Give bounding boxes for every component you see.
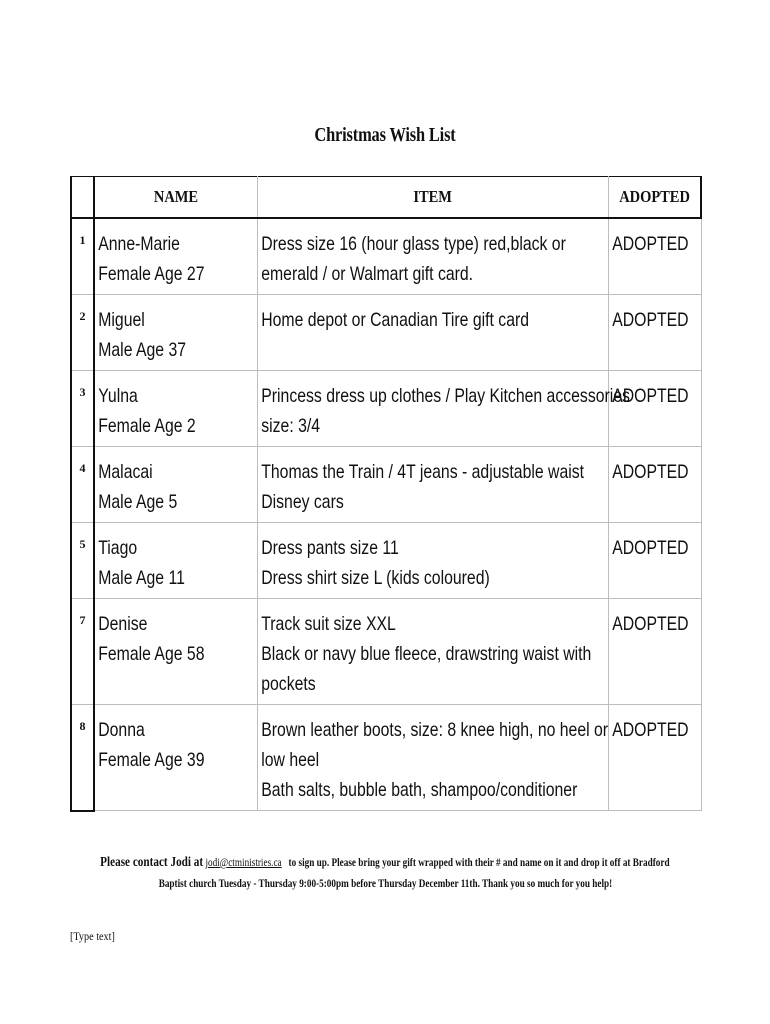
- wish-item-cell: [257, 447, 608, 523]
- adopted-status: ADOPTED: [611, 233, 689, 255]
- wish-item-line: Bath salts, bubble bath, shampoo/conditioner: [260, 779, 577, 801]
- recipient-name-line: Yulna: [98, 385, 138, 407]
- adopted-header-label: ADOPTED: [618, 187, 690, 206]
- table-row: [71, 523, 701, 599]
- table-row: [71, 218, 701, 295]
- recipient-name-line: Miguel: [98, 309, 145, 331]
- recipient-name-cell: [94, 371, 257, 447]
- recipient-name-line: Male Age 37: [98, 339, 187, 361]
- type-text-placeholder: [Type text]: [70, 929, 115, 943]
- item-header-label: ITEM: [413, 187, 452, 206]
- table-row: [71, 447, 701, 523]
- wish-item-cell: [257, 218, 608, 295]
- name-header-label: NAME: [153, 187, 198, 206]
- wish-item-line: low heel: [260, 749, 319, 771]
- recipient-name-line: Male Age 11: [98, 567, 185, 589]
- recipient-name-line: Female Age 27: [98, 263, 205, 285]
- recipient-name-line: Donna: [98, 719, 145, 741]
- contact-line1: to sign up. Please bring your gift wrapped with their # and name on it and drop it off at Bradford: [288, 857, 670, 869]
- table-row: [71, 295, 701, 371]
- wish-item-cell: [257, 371, 630, 447]
- recipient-name-line: Denise: [98, 613, 148, 635]
- adopted-status: ADOPTED: [611, 461, 689, 483]
- wish-item-cell: [257, 295, 608, 371]
- wish-item-line: Thomas the Train / 4T jeans - adjustable waist: [260, 461, 584, 483]
- recipient-name-line: Male Age 5: [98, 491, 178, 513]
- wish-item-line: Disney cars: [260, 491, 344, 513]
- recipient-name-line: Tiago: [98, 537, 138, 559]
- recipient-name-cell: [94, 705, 257, 811]
- contact-note: [0, 852, 770, 895]
- contact-email-link[interactable]: jodi@ctministries.ca: [205, 857, 282, 869]
- number-column-header: [71, 177, 94, 219]
- wish-list-table: [70, 176, 702, 812]
- recipient-name-line: Anne-Marie: [98, 233, 180, 255]
- recipient-name-cell: [94, 295, 257, 371]
- table-row: [71, 371, 701, 447]
- table-row: [71, 599, 701, 705]
- adopted-status: ADOPTED: [611, 309, 689, 331]
- table-header-row: [71, 177, 701, 219]
- recipient-name-line: Female Age 2: [98, 415, 196, 437]
- adopted-status-cell: [608, 705, 701, 811]
- wish-item-line: emerald / or Walmart gift card.: [260, 263, 473, 285]
- adopted-status-cell: [608, 523, 701, 599]
- wish-item-cell: [257, 705, 608, 811]
- recipient-name-line: Malacai: [98, 461, 153, 483]
- adopted-status-cell: [608, 371, 701, 447]
- contact-line2: Baptist church Tuesday - Thursday 9:00-5:00pm before Thursday December 11th. Thank you so much for you help!: [158, 878, 612, 890]
- name-column-header: [94, 177, 257, 219]
- adopted-status: ADOPTED: [611, 613, 689, 635]
- wish-item-line: Black or navy blue fleece, drawstring waist with: [260, 643, 591, 665]
- adopted-status: ADOPTED: [611, 719, 689, 741]
- row-number: 3: [71, 371, 94, 447]
- wish-item-line: Dress size 16 (hour glass type) red,black or: [260, 233, 566, 255]
- recipient-name-cell: [94, 599, 257, 705]
- adopted-status-cell: [608, 447, 701, 523]
- row-number: 1: [71, 218, 94, 295]
- row-number: 5: [71, 523, 94, 599]
- table-row: [71, 705, 701, 811]
- wish-item-line: Dress pants size 11: [260, 537, 399, 559]
- wish-item-line: Track suit size XXL: [260, 613, 396, 635]
- row-number: 4: [71, 447, 94, 523]
- recipient-name-line: Female Age 39: [98, 749, 205, 771]
- row-number: 7: [71, 599, 94, 705]
- wish-item-line: Brown leather boots, size: 8 knee high, no heel or: [260, 719, 608, 741]
- adopted-status: ADOPTED: [611, 385, 689, 407]
- wish-item-cell: [257, 523, 608, 599]
- document-title: Christmas Wish List: [314, 124, 456, 146]
- adopted-status-cell: [608, 218, 701, 295]
- wish-item-line: Dress shirt size L (kids coloured): [260, 567, 490, 589]
- recipient-name-cell: [94, 218, 257, 295]
- contact-lead: Please contact Jodi at: [100, 855, 204, 870]
- recipient-name-cell: [94, 447, 257, 523]
- row-number: 8: [71, 705, 94, 811]
- wish-item-line: size: 3/4: [260, 415, 320, 437]
- wish-item-line: Home depot or Canadian Tire gift card: [260, 309, 529, 331]
- recipient-name-cell: [94, 523, 257, 599]
- item-column-header: [257, 177, 608, 219]
- adopted-status: ADOPTED: [611, 537, 689, 559]
- adopted-status-cell: [608, 295, 701, 371]
- wish-item-line: pockets: [260, 673, 316, 695]
- adopted-column-header: [608, 177, 701, 219]
- recipient-name-line: Female Age 58: [98, 643, 205, 665]
- wish-item-cell: [257, 599, 608, 705]
- wish-item-line: Princess dress up clothes / Play Kitchen accessories: [260, 385, 630, 407]
- row-number: 2: [71, 295, 94, 371]
- adopted-status-cell: [608, 599, 701, 705]
